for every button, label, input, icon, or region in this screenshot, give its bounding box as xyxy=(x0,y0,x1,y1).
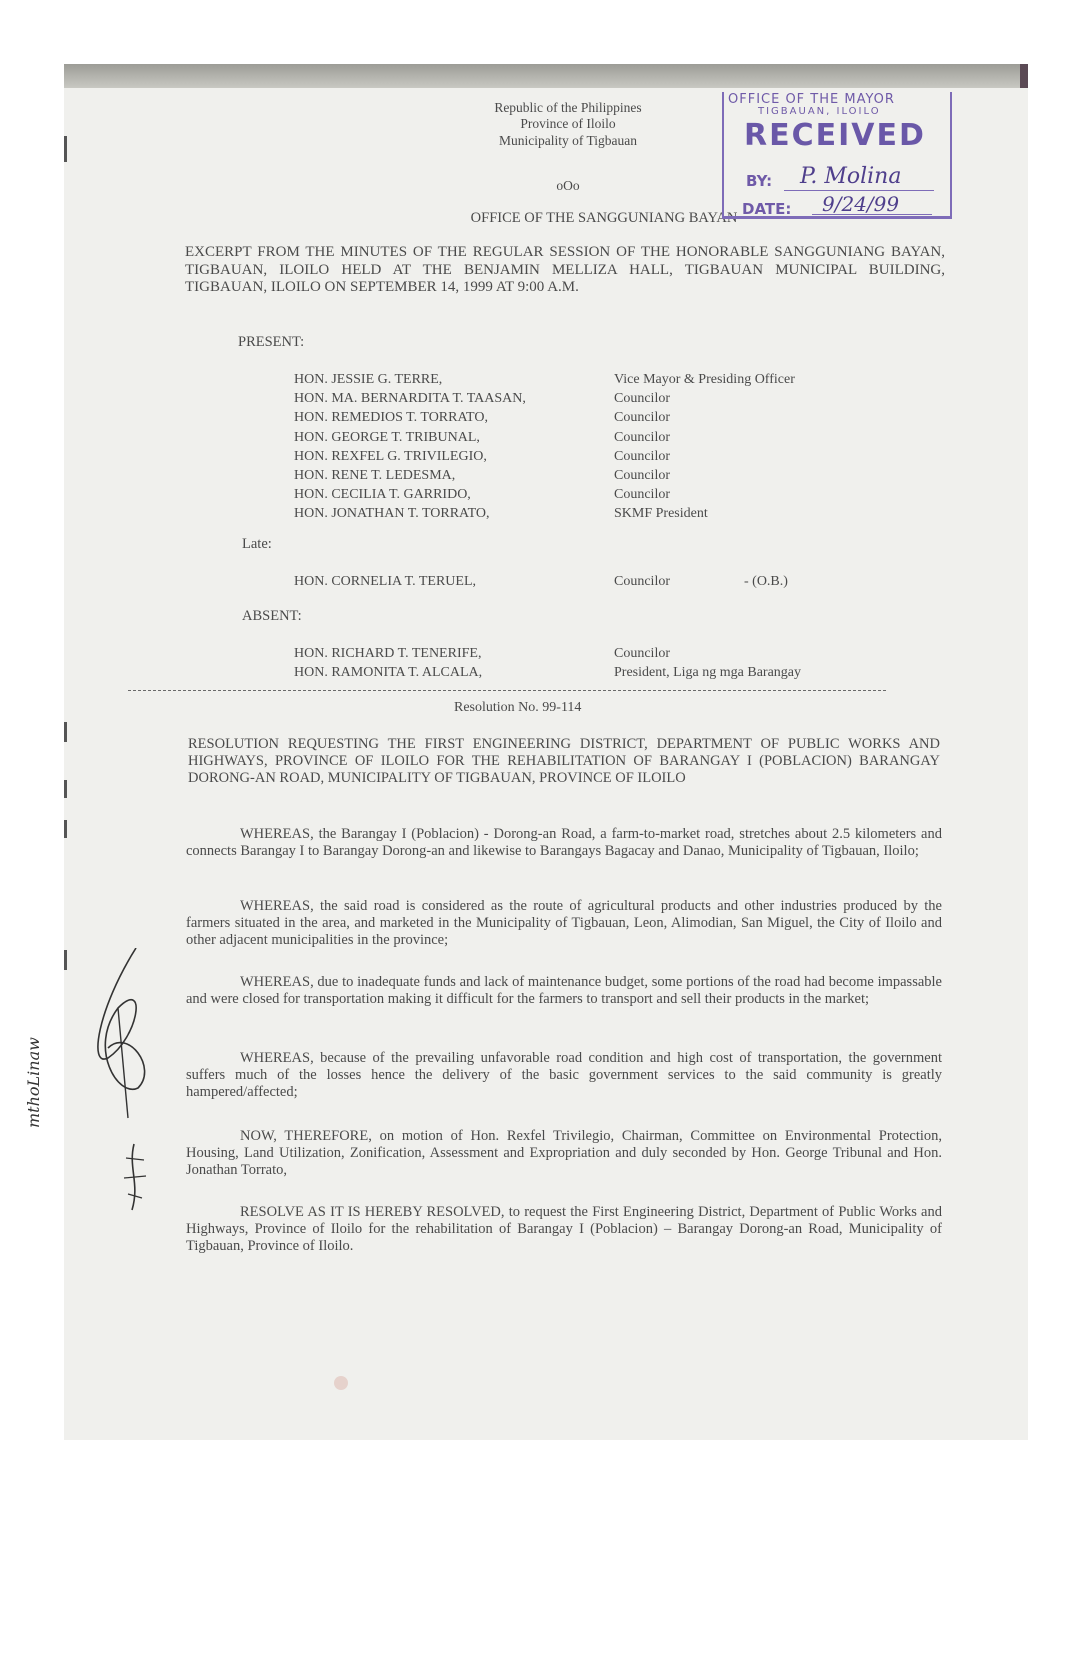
member-role: Councilor xyxy=(614,448,670,464)
absent-label: ABSENT: xyxy=(242,608,302,624)
resolution-paragraph: NOW, THEREFORE, on motion of Hon. Rexfel Trivilegio, Chairman, Committee on Environmental Protection, Housing, Land Utilization, Zonification, Assessment and Expropriation and duly seconded by Hon. George Tribunal and Hon. Jonathan Torrato, xyxy=(186,1128,942,1178)
stamp-by-underline xyxy=(784,190,934,191)
member-role: Councilor xyxy=(614,429,670,445)
header-province: Province of Iloilo xyxy=(520,116,616,131)
binding-mark xyxy=(64,136,67,162)
member-name: HON. RICHARD T. TENERIFE, xyxy=(294,646,482,661)
stamp-by-signature: P. Molina xyxy=(800,164,902,189)
member-name: HON. JONATHAN T. TORRATO, xyxy=(294,506,490,522)
binding-mark xyxy=(64,820,67,838)
received-stamp xyxy=(722,92,950,220)
late-label: Late: xyxy=(242,536,272,552)
member-role: Councilor xyxy=(614,468,670,483)
member-role: Councilor xyxy=(614,391,670,407)
binding-mark xyxy=(64,722,67,742)
stamp-received-text: RECEIVED xyxy=(744,118,926,153)
resolution-paragraph: RESOLVE AS IT IS HEREBY RESOLVED, to request the First Engineering District, Department of Public Works and Highways, Province of Iloilo for the rehabilitation of Barangay I (Poblacion) – Barangay Dorong-an Road, Municipality of Tigbauan, Province of Iloilo. xyxy=(186,1204,942,1254)
paper-spot xyxy=(334,1376,348,1390)
member-name: HON. RENE T. LEDESMA, xyxy=(294,468,456,483)
margin-handwritten-name: mthoLinaw xyxy=(24,1037,43,1128)
member-name: HON. GEORGE T. TRIBUNAL, xyxy=(294,429,480,445)
header-republic: Republic of the Philippines xyxy=(494,100,642,115)
dashed-divider xyxy=(128,690,886,691)
header-ooo: oOo xyxy=(556,178,580,193)
member-name: HON. REXFEL G. TRIVILEGIO, xyxy=(294,448,487,464)
binding-mark xyxy=(64,780,67,798)
member-role: Councilor xyxy=(614,574,670,589)
member-role: Councilor xyxy=(614,487,670,503)
stamp-office-line: OFFICE OF THE MAYOR xyxy=(728,92,895,107)
document-photo xyxy=(24,64,1028,1440)
header-municipality: Municipality of Tigbauan xyxy=(499,133,637,148)
stamp-date-label: DATE: xyxy=(742,200,792,218)
member-role: Vice Mayor & Presiding Officer xyxy=(614,372,795,387)
margin-signature xyxy=(78,948,168,1228)
resolution-paragraph: WHEREAS, due to inadequate funds and lack of maintenance budget, some portions of the road had become impassable and were closed for transportation making it difficult for the farmers to transport and sell their products in the market; xyxy=(186,974,942,1007)
member-note: - (O.B.) xyxy=(744,574,788,589)
stamp-location-line: TIGBAUAN, ILOILO xyxy=(758,106,881,117)
member-name: HON. MA. BERNARDITA T. TAASAN, xyxy=(294,391,526,407)
resolution-paragraph: WHEREAS, because of the prevailing unfavorable road condition and high cost of transportation, the government suffers much of the losses hence the delivery of the basic government services to the said community is greatly hampered/affected; xyxy=(186,1050,942,1100)
member-name: HON. RAMONITA T. ALCALA, xyxy=(294,665,483,681)
member-role: Councilor xyxy=(614,646,670,661)
binding-mark xyxy=(64,950,67,970)
member-role: Councilor xyxy=(614,410,670,426)
stamp-date-handwritten: 9/24/99 xyxy=(822,192,900,216)
paper-page xyxy=(24,88,1028,1440)
member-name: HON. JESSIE G. TERRE, xyxy=(294,372,443,387)
resolution-paragraph: WHEREAS, the Barangay I (Poblacion) - Dorong-an Road, a farm-to-market road, stretches about 2.5 kilometers and connects Barangay I to Barangay Dorong-an and likewise to Barangays Bagacay and Danao, Municipality of Tigbauan, Iloilo; xyxy=(186,826,942,859)
resolution-number: Resolution No. 99-114 xyxy=(454,700,582,715)
header-office: OFFICE OF THE SANGGUNIANG BAYAN xyxy=(470,210,738,226)
present-label: PRESENT: xyxy=(238,334,305,350)
stamp-by-label: BY: xyxy=(746,172,773,190)
member-name: HON. CECILIA T. GARRIDO, xyxy=(294,487,471,503)
member-name: HON. REMEDIOS T. TORRATO, xyxy=(294,410,488,426)
resolution-title: RESOLUTION REQUESTING THE FIRST ENGINEERING DISTRICT, DEPARTMENT OF PUBLIC WORKS AND HIGHWAYS, PROVINCE OF ILOILO FOR THE REHABILITATION OF BARANGAY I (POBLACION) BARANGAY DORONG-AN ROAD, MUNICIPALITY OF TIGBAUAN, PROVINCE OF ILOILO xyxy=(188,736,940,786)
member-role: SKMF President xyxy=(614,506,708,522)
excerpt-paragraph: EXCERPT FROM THE MINUTES OF THE REGULAR SESSION OF THE HONORABLE SANGGUNIANG BAYAN, TIGBAUAN, ILOILO HELD AT THE BENJAMIN MELLIZA HALL, TIGBAUAN MUNICIPAL BUILDING, TIGBAUAN, ILOILO ON SEPTEMBER 14, 1999 AT 9:00 A.M. xyxy=(185,244,945,295)
photo-top-edge xyxy=(64,64,1028,88)
member-name: HON. CORNELIA T. TERUEL, xyxy=(294,574,476,589)
resolution-paragraph: WHEREAS, the said road is considered as the route of agricultural products and other industries produced by the farmers situated in the area, and marketed in the Municipality of Tigbauan, Leon, Alimodian, San Miguel, the City of Iloilo and other adjacent municipalities in the province; xyxy=(186,898,942,948)
member-role: President, Liga ng mga Barangay xyxy=(614,665,802,681)
